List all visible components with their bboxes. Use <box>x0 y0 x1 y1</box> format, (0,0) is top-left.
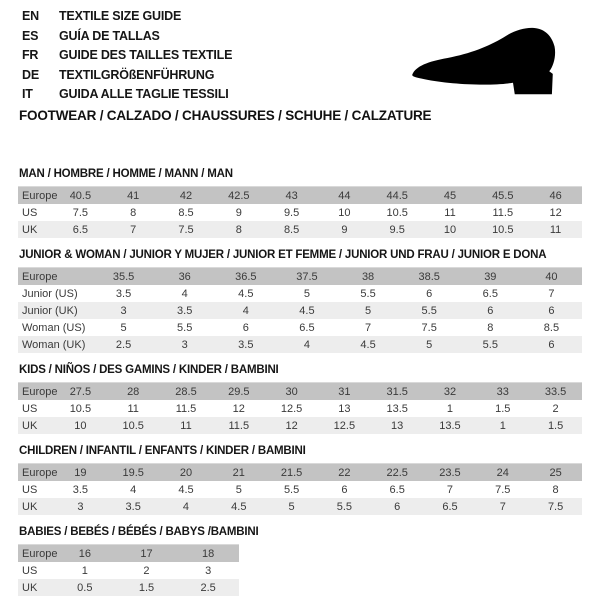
size-cell: 5.5 <box>336 500 353 513</box>
size-cell: 24 <box>496 466 509 479</box>
size-cell: 11.5 <box>175 402 197 415</box>
table-row <box>18 336 582 353</box>
size-cell: 5 <box>303 287 310 300</box>
size-cell: 9 <box>235 206 242 219</box>
table-row <box>18 579 239 596</box>
size-cell: 31.5 <box>386 385 408 398</box>
size-cell: 7 <box>499 500 506 513</box>
row-label: US <box>22 206 38 219</box>
size-cell: 5 <box>288 500 295 513</box>
size-cell: 39 <box>484 270 497 283</box>
size-cell: 27.5 <box>69 385 92 398</box>
size-cell: 7.5 <box>547 500 564 513</box>
row-label: Woman (UK) <box>22 338 86 351</box>
table-row <box>18 285 582 302</box>
size-cell: 13.5 <box>386 402 408 415</box>
size-cell: 22 <box>338 466 351 479</box>
size-cell: 13.5 <box>439 419 461 432</box>
row-label: UK <box>22 419 38 432</box>
table-row <box>18 481 582 498</box>
table-row <box>18 417 582 434</box>
row-label: Woman (US) <box>22 321 86 334</box>
size-cell: 28.5 <box>175 385 197 398</box>
size-cell: 11 <box>127 402 139 415</box>
size-table-man <box>18 186 582 238</box>
size-cell: 40.5 <box>69 189 92 202</box>
size-cell: 13 <box>391 419 404 432</box>
section-man <box>18 168 582 238</box>
size-cell: 6.5 <box>482 287 498 300</box>
size-cell: 8 <box>130 206 137 219</box>
table-row <box>18 383 582 401</box>
size-cell: 41 <box>127 189 140 202</box>
table-row <box>18 498 582 515</box>
section-children <box>18 445 582 515</box>
size-cell: 33.5 <box>544 385 567 398</box>
language-line-fr <box>22 46 232 66</box>
table-row <box>18 319 582 336</box>
language-label: GUIDA ALLE TAGLIE TESSILI <box>59 87 229 101</box>
size-cell: 5 <box>426 338 433 351</box>
size-cell: 7 <box>365 321 372 334</box>
size-cell: 32 <box>443 385 457 398</box>
table-row <box>18 302 582 319</box>
language-code: DE <box>22 67 39 82</box>
section-title: BABIES / BEBÉS / BÉBÉS / BABYS /BAMBINI <box>19 526 259 538</box>
size-cell: 45 <box>443 189 457 202</box>
size-cell: 7 <box>548 287 555 300</box>
size-cell: 9 <box>341 223 348 236</box>
size-cell: 30 <box>285 385 298 398</box>
size-cell: 35.5 <box>112 270 135 283</box>
size-cell: 4 <box>182 500 190 513</box>
size-cell: 8 <box>487 321 494 334</box>
size-cell: 11 <box>444 206 456 219</box>
size-cell: 11 <box>180 419 192 432</box>
size-cell: 8.5 <box>283 223 300 236</box>
size-cell: 12 <box>549 206 562 219</box>
size-cell: 1.5 <box>547 419 564 432</box>
size-cell: 3 <box>205 564 212 577</box>
size-cell: 3.5 <box>115 287 132 300</box>
size-cell: 4.5 <box>360 338 376 351</box>
size-cell: 33 <box>496 385 509 398</box>
size-cell: 31 <box>338 385 351 398</box>
size-cell: 46 <box>549 189 562 202</box>
size-cell: 44 <box>338 189 351 202</box>
size-cell: 4 <box>181 287 188 300</box>
size-cell: 6 <box>548 304 555 317</box>
size-cell: 43 <box>285 189 298 202</box>
size-cell: 6 <box>341 483 348 496</box>
size-cell: 42 <box>179 189 193 202</box>
size-cell: 7.5 <box>421 321 437 334</box>
size-cell: 19 <box>74 466 87 479</box>
section-junior-woman <box>18 249 582 353</box>
size-cell: 28 <box>127 385 140 398</box>
size-table-junior-woman <box>18 267 582 353</box>
size-cell: 5.5 <box>421 304 437 317</box>
size-cell: 3.5 <box>125 500 141 513</box>
size-cell: 38.5 <box>418 270 440 283</box>
size-cell: 10.5 <box>386 206 408 219</box>
category-header: FOOTWEAR / CALZADO / CHAUSSURES / SCHUHE / CALZATURE <box>19 108 432 123</box>
row-label: Europe <box>22 466 58 479</box>
size-cell: 23.5 <box>439 466 461 479</box>
size-cell: 4.5 <box>238 287 254 300</box>
table-row <box>18 545 239 563</box>
size-cell: 6.5 <box>299 321 315 334</box>
size-cell: 13 <box>338 402 351 415</box>
size-cell: 1.5 <box>495 402 511 415</box>
size-cell: 10 <box>74 419 87 432</box>
size-cell: 7.5 <box>495 483 511 496</box>
size-cell: 4 <box>242 304 249 317</box>
language-label: GUIDE DES TAILLES TEXTILE <box>59 48 233 62</box>
size-cell: 10.5 <box>492 223 514 236</box>
size-cell: 20 <box>179 466 193 479</box>
size-cell: 6.5 <box>389 483 405 496</box>
size-cell: 4.5 <box>231 500 247 513</box>
size-cell: 6 <box>487 304 494 317</box>
size-cell: 8 <box>552 483 559 496</box>
size-cell: 42.5 <box>228 189 250 202</box>
size-cell: 19.5 <box>122 466 144 479</box>
language-code: EN <box>22 9 39 23</box>
size-cell: 12.5 <box>280 402 303 415</box>
size-cell: 12.5 <box>333 419 356 432</box>
size-cell: 1 <box>446 402 454 415</box>
row-label: Europe <box>22 547 58 560</box>
row-label: UK <box>22 500 38 513</box>
size-cell: 12 <box>285 419 298 432</box>
row-label: US <box>22 564 38 577</box>
language-line-es <box>22 27 232 47</box>
size-cell: 36.5 <box>235 270 257 283</box>
table-row <box>18 562 239 579</box>
size-cell: 3.5 <box>238 338 254 351</box>
size-cell: 5 <box>120 321 127 334</box>
size-cell: 44.5 <box>386 189 408 202</box>
size-cell: 45.5 <box>492 189 514 202</box>
table-row <box>18 221 582 238</box>
language-code: ES <box>22 28 39 43</box>
size-cell: 6.5 <box>72 223 89 236</box>
size-cell: 7.5 <box>178 223 194 236</box>
size-cell: 6 <box>394 500 401 513</box>
size-cell: 21 <box>232 466 245 479</box>
row-label: US <box>22 483 38 496</box>
size-cell: 8.5 <box>178 206 194 219</box>
table-row <box>18 187 582 205</box>
size-cell: 7 <box>130 223 137 236</box>
language-line-en <box>22 7 232 27</box>
size-cell: 4 <box>303 338 310 351</box>
size-cell: 5.5 <box>177 321 193 334</box>
size-cell: 11 <box>549 223 562 236</box>
size-cell: 4.5 <box>178 483 194 496</box>
size-cell: 40 <box>545 270 558 283</box>
size-cell: 36 <box>178 270 191 283</box>
language-code: FR <box>22 48 39 62</box>
size-table-kids <box>18 382 582 434</box>
row-label: Junior (UK) <box>22 304 78 317</box>
size-cell: 8.5 <box>543 321 560 334</box>
language-label: TEXTILGRÖßENFÜHRUNG <box>59 67 215 82</box>
size-cell: 5.5 <box>482 338 498 351</box>
size-cell: 12 <box>232 402 245 415</box>
dress-shoe-icon <box>392 20 588 104</box>
size-cell: 3.5 <box>177 304 193 317</box>
section-title: MAN / HOMBRE / HOMME / MANN / MAN <box>19 168 233 180</box>
size-cell: 1.5 <box>138 581 155 594</box>
size-cell: 3 <box>120 304 127 317</box>
language-label: TEXTILE SIZE GUIDE <box>59 9 182 23</box>
section-babies <box>18 526 582 596</box>
size-table-babies <box>18 544 239 596</box>
size-cell: 2.5 <box>200 581 216 594</box>
size-cell: 10.5 <box>122 419 144 432</box>
size-cell: 5.5 <box>360 287 376 300</box>
size-cell: 3.5 <box>72 483 89 496</box>
size-cell: 1 <box>499 419 506 432</box>
table-row <box>18 268 582 286</box>
size-cell: 9.5 <box>389 223 405 236</box>
size-cell: 6 <box>242 321 249 334</box>
size-cell: 0.5 <box>77 581 93 594</box>
row-label: Junior (US) <box>22 287 78 300</box>
size-cell: 38 <box>361 270 375 283</box>
table-row <box>18 400 582 417</box>
language-list <box>22 7 232 105</box>
size-table-children <box>18 463 582 515</box>
section-title: JUNIOR & WOMAN / JUNIOR Y MUJER / JUNIOR ET FEMME / JUNIOR UND FRAU / JUNIOR E DONA <box>19 249 547 261</box>
row-label: UK <box>22 581 38 594</box>
size-cell: 2 <box>552 402 559 415</box>
size-cell: 37.5 <box>296 270 318 283</box>
size-cell: 9.5 <box>283 206 300 219</box>
size-cell: 5 <box>235 483 242 496</box>
row-label: UK <box>22 223 38 236</box>
size-cell: 6.5 <box>442 500 458 513</box>
size-cell: 25 <box>549 466 562 479</box>
row-label: Europe <box>22 270 58 283</box>
size-cell: 4.5 <box>299 304 315 317</box>
size-cell: 7.5 <box>72 206 89 219</box>
table-row <box>18 464 582 482</box>
size-tables <box>18 168 582 607</box>
row-label: Europe <box>22 189 58 202</box>
size-cell: 7 <box>446 483 454 496</box>
size-cell: 6 <box>426 287 433 300</box>
table-row <box>18 204 582 221</box>
language-line-de <box>22 66 232 86</box>
language-code: IT <box>22 87 33 101</box>
section-kids <box>18 364 582 434</box>
size-cell: 6 <box>548 338 555 351</box>
language-label: GUÍA DE TALLAS <box>59 28 160 43</box>
size-cell: 3 <box>181 338 188 351</box>
size-cell: 21.5 <box>280 466 303 479</box>
size-cell: 18 <box>202 547 215 560</box>
size-cell: 5 <box>365 304 372 317</box>
size-cell: 16 <box>78 547 91 560</box>
size-cell: 10 <box>443 223 457 236</box>
section-title: KIDS / NIÑOS / DES GAMINS / KINDER / BAMBINI <box>19 364 279 376</box>
size-cell: 22.5 <box>386 466 408 479</box>
size-cell: 5.5 <box>283 483 300 496</box>
size-cell: 10.5 <box>69 402 92 415</box>
size-cell: 8 <box>235 223 242 236</box>
language-line-it <box>22 85 232 105</box>
section-title: CHILDREN / INFANTIL / ENFANTS / KINDER / BAMBINI <box>19 445 306 457</box>
size-cell: 1 <box>81 564 88 577</box>
size-cell: 29.5 <box>228 385 250 398</box>
size-cell: 4 <box>130 483 137 496</box>
size-cell: 10 <box>338 206 351 219</box>
row-label: Europe <box>22 385 58 398</box>
size-cell: 17 <box>140 547 153 560</box>
size-cell: 11.5 <box>492 206 514 219</box>
size-cell: 11.5 <box>228 419 250 432</box>
size-cell: 2 <box>143 564 150 577</box>
size-cell: 3 <box>77 500 84 513</box>
row-label: US <box>22 402 38 415</box>
size-cell: 2.5 <box>115 338 132 351</box>
